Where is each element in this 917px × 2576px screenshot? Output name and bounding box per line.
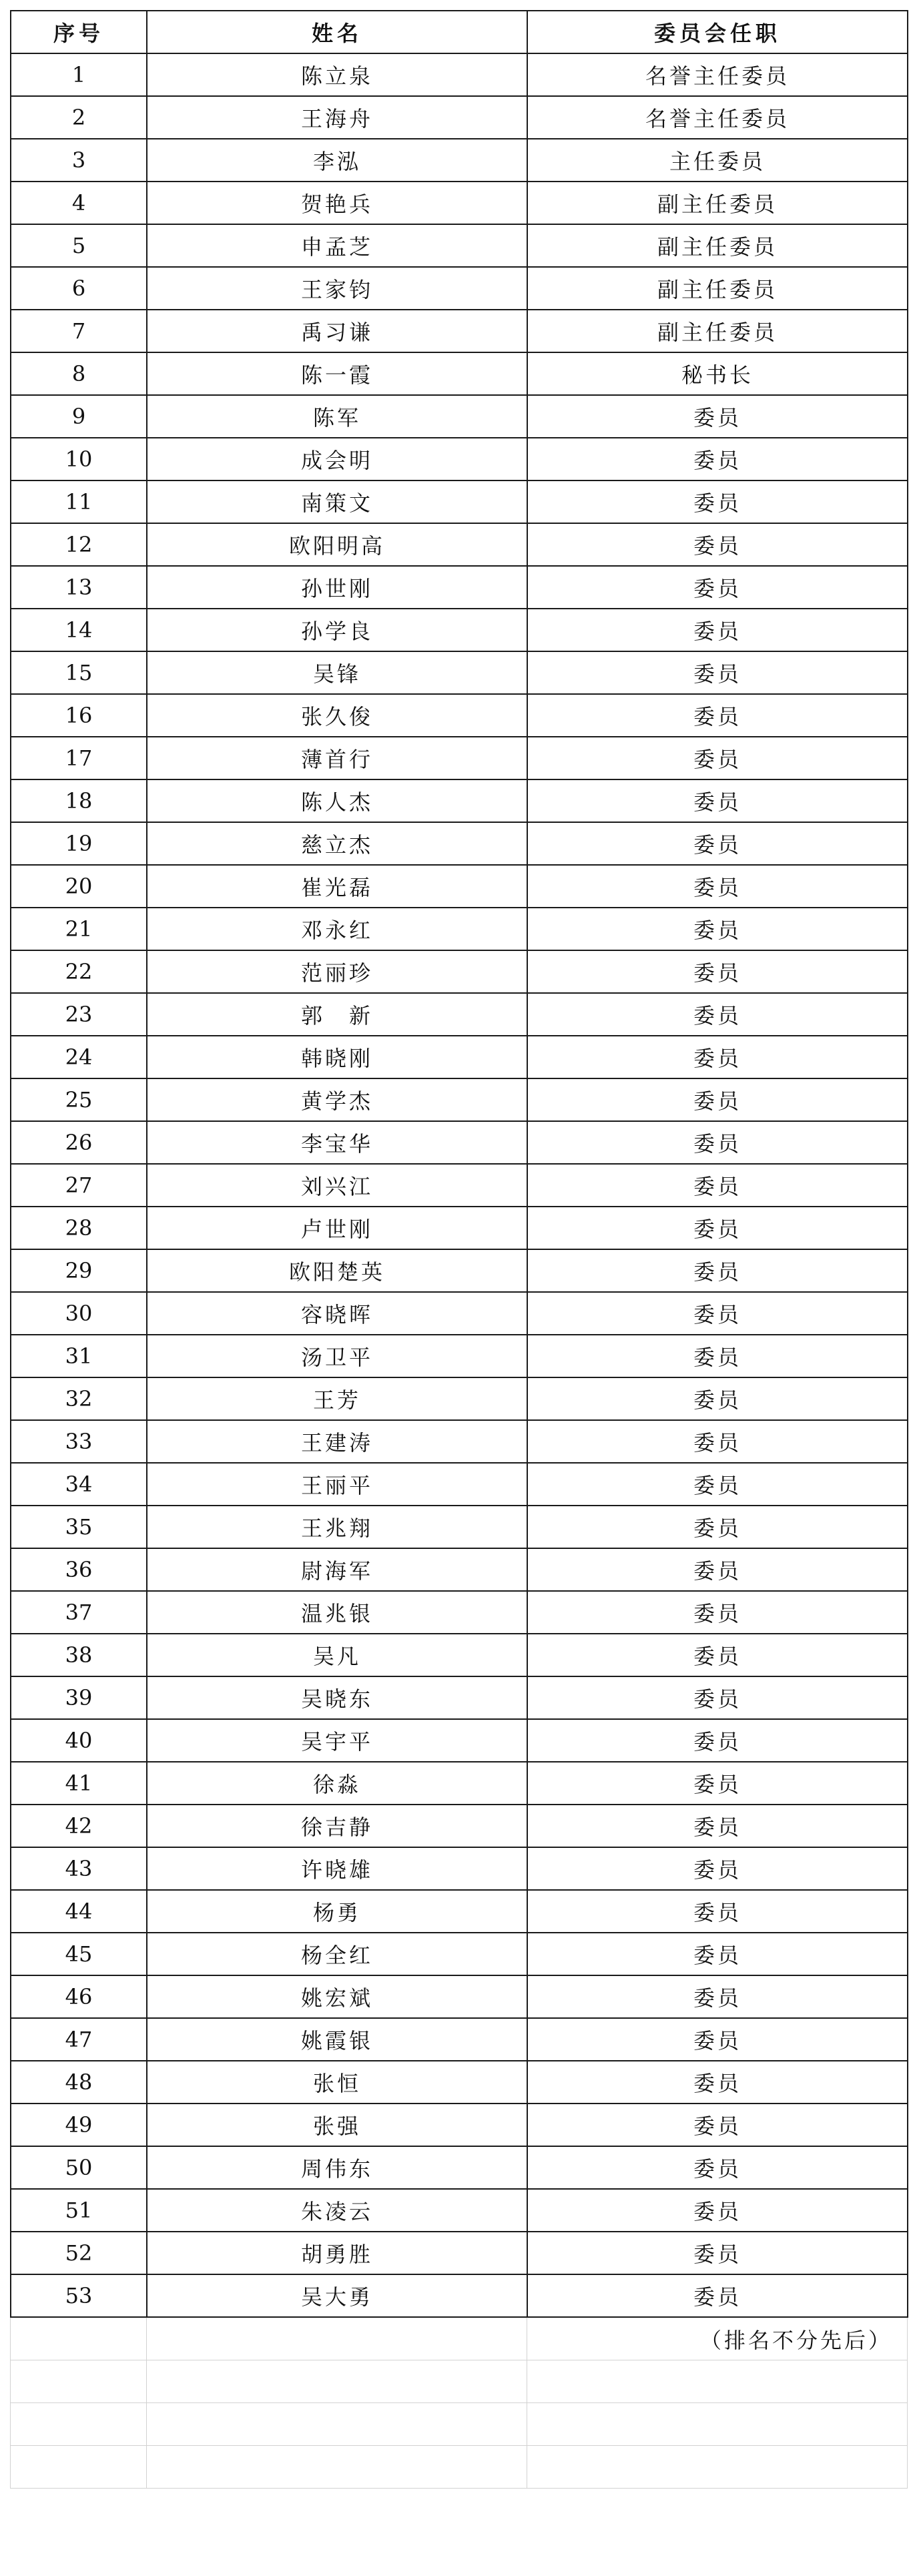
member-position[interactable]: 委员 (527, 1292, 908, 1335)
member-name[interactable]: 王海舟 (147, 96, 527, 139)
member-position[interactable]: 委员 (527, 2146, 908, 2189)
member-position[interactable]: 委员 (527, 1036, 908, 1078)
member-name[interactable]: 南策文 (147, 480, 527, 523)
table-row (11, 1036, 908, 1078)
row-index[interactable]: 20 (11, 865, 147, 908)
row-index[interactable]: 23 (11, 993, 147, 1036)
member-position[interactable]: 委员 (527, 566, 908, 609)
member-position[interactable]: 委员 (527, 1719, 908, 1762)
row-index[interactable]: 6 (11, 267, 147, 310)
table-row (11, 2232, 908, 2274)
member-position[interactable]: 委员 (527, 2274, 908, 2317)
member-name[interactable]: 禹习谦 (147, 310, 527, 352)
row-index[interactable]: 22 (11, 950, 147, 993)
member-name[interactable]: 徐吉静 (147, 1805, 527, 1847)
table-row (11, 1805, 908, 1847)
table-row (11, 1676, 908, 1719)
row-index[interactable]: 18 (11, 779, 147, 822)
table-row (11, 224, 908, 267)
row-index[interactable]: 34 (11, 1463, 147, 1506)
row-index[interactable]: 32 (11, 1377, 147, 1420)
row-index[interactable]: 49 (11, 2104, 147, 2146)
member-position[interactable]: 委员 (527, 1207, 908, 1249)
table-row (11, 737, 908, 779)
table-row (11, 609, 908, 651)
member-name[interactable]: 孙学良 (147, 609, 527, 651)
table-row (11, 1933, 908, 1975)
member-position[interactable]: 委员 (527, 779, 908, 822)
member-position[interactable]: 委员 (527, 1847, 908, 1890)
table-row (11, 2104, 908, 2146)
table-row (11, 139, 908, 182)
table-row (11, 1847, 908, 1890)
empty-cell[interactable] (11, 2360, 147, 2403)
member-position[interactable]: 委员 (527, 395, 908, 438)
row-index[interactable]: 51 (11, 2189, 147, 2232)
member-name[interactable]: 姚霞银 (147, 2018, 527, 2061)
row-index[interactable]: 40 (11, 1719, 147, 1762)
member-name[interactable]: 张恒 (147, 2061, 527, 2104)
header-position[interactable]: 委员会任职 (527, 11, 908, 53)
member-position[interactable]: 委员 (527, 908, 908, 950)
table-row (11, 950, 908, 993)
table-row (11, 694, 908, 737)
member-position[interactable]: 委员 (527, 865, 908, 908)
member-name[interactable]: 成会明 (147, 438, 527, 480)
row-index[interactable]: 35 (11, 1506, 147, 1548)
row-index[interactable]: 37 (11, 1591, 147, 1634)
row-index[interactable]: 8 (11, 352, 147, 395)
empty-cell[interactable] (11, 2403, 147, 2446)
member-position[interactable]: 委员 (527, 1164, 908, 1207)
member-name[interactable]: 卢世刚 (147, 1207, 527, 1249)
member-name[interactable]: 胡勇胜 (147, 2232, 527, 2274)
table-row (11, 523, 908, 566)
row-index[interactable]: 24 (11, 1036, 147, 1078)
row-index[interactable]: 53 (11, 2274, 147, 2317)
member-position[interactable]: 委员 (527, 1762, 908, 1805)
row-index[interactable]: 1 (11, 53, 147, 96)
table-row (11, 1463, 908, 1506)
member-position[interactable]: 委员 (527, 1121, 908, 1164)
member-position[interactable]: 委员 (527, 1420, 908, 1463)
row-index[interactable]: 33 (11, 1420, 147, 1463)
table-row (11, 1506, 908, 1548)
member-position[interactable]: 名誉主任委员 (527, 96, 908, 139)
table-row (11, 1292, 908, 1335)
row-index[interactable]: 39 (11, 1676, 147, 1719)
row-index[interactable]: 5 (11, 224, 147, 267)
header-index[interactable]: 序号 (11, 11, 147, 53)
table-row (11, 352, 908, 395)
row-index[interactable]: 13 (11, 566, 147, 609)
member-position[interactable]: 委员 (527, 1249, 908, 1292)
member-position[interactable]: 委员 (527, 1506, 908, 1548)
member-name[interactable]: 刘兴江 (147, 1164, 527, 1207)
table-row (11, 1548, 908, 1591)
member-position[interactable]: 委员 (527, 523, 908, 566)
row-index[interactable]: 16 (11, 694, 147, 737)
member-name[interactable]: 欧阳明高 (147, 523, 527, 566)
member-name[interactable]: 杨全红 (147, 1933, 527, 1975)
row-index[interactable]: 47 (11, 2018, 147, 2061)
empty-cell[interactable] (147, 2318, 527, 2360)
member-name[interactable]: 温兆银 (147, 1591, 527, 1634)
member-position[interactable]: 委员 (527, 822, 908, 865)
row-index[interactable]: 19 (11, 822, 147, 865)
row-index[interactable]: 52 (11, 2232, 147, 2274)
row-index[interactable]: 43 (11, 1847, 147, 1890)
table-row (11, 1335, 908, 1377)
member-name[interactable]: 王建涛 (147, 1420, 527, 1463)
row-index[interactable]: 26 (11, 1121, 147, 1164)
row-index[interactable]: 28 (11, 1207, 147, 1249)
table-row (11, 480, 908, 523)
row-index[interactable]: 36 (11, 1548, 147, 1591)
member-name[interactable]: 崔光磊 (147, 865, 527, 908)
member-name[interactable]: 容晓晖 (147, 1292, 527, 1335)
member-position[interactable]: 主任委员 (527, 139, 908, 182)
table-row (11, 1121, 908, 1164)
member-name[interactable]: 杨勇 (147, 1890, 527, 1933)
member-name[interactable]: 薄首行 (147, 737, 527, 779)
member-position[interactable]: 委员 (527, 1676, 908, 1719)
member-position[interactable]: 委员 (527, 438, 908, 480)
table-row (11, 1975, 908, 2018)
member-name[interactable]: 徐淼 (147, 1762, 527, 1805)
member-name[interactable]: 申孟芝 (147, 224, 527, 267)
member-name[interactable]: 王家钧 (147, 267, 527, 310)
member-position[interactable]: 名誉主任委员 (527, 53, 908, 96)
row-index[interactable]: 3 (11, 139, 147, 182)
member-position[interactable]: 委员 (527, 1805, 908, 1847)
empty-row (11, 2403, 908, 2446)
member-name[interactable]: 欧阳楚英 (147, 1249, 527, 1292)
member-position[interactable]: 委员 (527, 1591, 908, 1634)
empty-cell[interactable] (527, 2403, 908, 2446)
row-index[interactable]: 10 (11, 438, 147, 480)
table-row (11, 1249, 908, 1292)
trailing-rows (10, 2318, 908, 2489)
table-row (11, 1762, 908, 1805)
row-index[interactable]: 44 (11, 1890, 147, 1933)
row-index[interactable]: 29 (11, 1249, 147, 1292)
table-row (11, 310, 908, 352)
empty-row (11, 2360, 908, 2403)
member-name[interactable]: 陈人杰 (147, 779, 527, 822)
member-position[interactable]: 委员 (527, 737, 908, 779)
table-row (11, 1420, 908, 1463)
committee-table (10, 10, 908, 2318)
member-position[interactable]: 委员 (527, 2061, 908, 2104)
row-index[interactable]: 45 (11, 1933, 147, 1975)
member-position[interactable]: 委员 (527, 950, 908, 993)
table-row (11, 908, 908, 950)
table-row (11, 2146, 908, 2189)
member-position[interactable]: 副主任委员 (527, 224, 908, 267)
member-name[interactable]: 吴宇平 (147, 1719, 527, 1762)
table-row (11, 1377, 908, 1420)
member-name[interactable]: 王丽平 (147, 1463, 527, 1506)
member-name[interactable]: 慈立杰 (147, 822, 527, 865)
row-index[interactable]: 31 (11, 1335, 147, 1377)
table-row (11, 96, 908, 139)
row-index[interactable]: 41 (11, 1762, 147, 1805)
row-index[interactable]: 9 (11, 395, 147, 438)
member-name[interactable]: 李宝华 (147, 1121, 527, 1164)
table-row (11, 1207, 908, 1249)
member-name[interactable]: 朱凌云 (147, 2189, 527, 2232)
table-row (11, 1890, 908, 1933)
table-row (11, 438, 908, 480)
member-name[interactable]: 许晓雄 (147, 1847, 527, 1890)
member-position[interactable]: 秘书长 (527, 352, 908, 395)
table-row (11, 53, 908, 96)
member-position[interactable]: 委员 (527, 2104, 908, 2146)
table-row (11, 1164, 908, 1207)
member-position[interactable]: 委员 (527, 1890, 908, 1933)
empty-cell[interactable] (527, 2360, 908, 2403)
member-name[interactable]: 范丽珍 (147, 950, 527, 993)
table-row (11, 865, 908, 908)
row-index[interactable]: 50 (11, 2146, 147, 2189)
member-position[interactable]: 委员 (527, 694, 908, 737)
member-position[interactable]: 委员 (527, 1548, 908, 1591)
order-note[interactable]: （排名不分先后） (527, 2318, 908, 2360)
empty-cell[interactable] (147, 2403, 527, 2446)
member-name[interactable]: 陈一霞 (147, 352, 527, 395)
row-index[interactable]: 15 (11, 651, 147, 694)
row-index[interactable]: 11 (11, 480, 147, 523)
member-position[interactable]: 委员 (527, 480, 908, 523)
spreadsheet (10, 10, 907, 2489)
member-name[interactable]: 韩晓刚 (147, 1036, 527, 1078)
member-name[interactable]: 张久俊 (147, 694, 527, 737)
member-name[interactable]: 吴凡 (147, 1634, 527, 1676)
member-name[interactable]: 李泓 (147, 139, 527, 182)
row-index[interactable]: 21 (11, 908, 147, 950)
member-position[interactable]: 委员 (527, 2018, 908, 2061)
empty-cell[interactable] (147, 2360, 527, 2403)
row-index[interactable]: 17 (11, 737, 147, 779)
member-name[interactable]: 周伟东 (147, 2146, 527, 2189)
member-position[interactable]: 委员 (527, 1377, 908, 1420)
row-index[interactable]: 12 (11, 523, 147, 566)
member-name[interactable]: 张强 (147, 2104, 527, 2146)
member-name[interactable]: 郭 新 (147, 993, 527, 1036)
row-index[interactable]: 42 (11, 1805, 147, 1847)
row-index[interactable]: 25 (11, 1078, 147, 1121)
member-position[interactable]: 委员 (527, 993, 908, 1036)
member-name[interactable]: 姚宏斌 (147, 1975, 527, 2018)
table-row (11, 1719, 908, 1762)
header-name[interactable]: 姓名 (147, 11, 527, 53)
note-row (11, 2318, 908, 2360)
table-row (11, 2018, 908, 2061)
member-name[interactable]: 陈军 (147, 395, 527, 438)
member-name[interactable]: 尉海军 (147, 1548, 527, 1591)
header-row (11, 11, 908, 53)
table-row (11, 651, 908, 694)
table-row (11, 2274, 908, 2317)
table-row (11, 1078, 908, 1121)
member-position[interactable]: 委员 (527, 2232, 908, 2274)
member-name[interactable]: 贺艳兵 (147, 182, 527, 224)
member-name[interactable]: 吴大勇 (147, 2274, 527, 2317)
member-name[interactable]: 王芳 (147, 1377, 527, 1420)
member-position[interactable]: 副主任委员 (527, 182, 908, 224)
table-row (11, 2061, 908, 2104)
member-position[interactable]: 委员 (527, 1463, 908, 1506)
empty-cell[interactable] (147, 2446, 527, 2489)
table-row (11, 1634, 908, 1676)
row-index[interactable]: 2 (11, 96, 147, 139)
member-position[interactable]: 委员 (527, 651, 908, 694)
table-body (11, 53, 908, 2317)
row-index[interactable]: 30 (11, 1292, 147, 1335)
row-index[interactable]: 38 (11, 1634, 147, 1676)
table-row (11, 1591, 908, 1634)
member-position[interactable]: 委员 (527, 2189, 908, 2232)
row-index[interactable]: 48 (11, 2061, 147, 2104)
table-row (11, 822, 908, 865)
member-position[interactable]: 副主任委员 (527, 267, 908, 310)
member-position[interactable]: 委员 (527, 1975, 908, 2018)
empty-cell[interactable] (527, 2446, 908, 2489)
row-index[interactable]: 4 (11, 182, 147, 224)
table-row (11, 267, 908, 310)
member-position[interactable]: 委员 (527, 1933, 908, 1975)
member-name[interactable]: 邓永红 (147, 908, 527, 950)
member-name[interactable]: 吴锋 (147, 651, 527, 694)
member-name[interactable]: 王兆翔 (147, 1506, 527, 1548)
member-name[interactable]: 孙世刚 (147, 566, 527, 609)
empty-cell[interactable] (11, 2446, 147, 2489)
member-position[interactable]: 委员 (527, 1078, 908, 1121)
empty-cell[interactable] (11, 2318, 147, 2360)
row-index[interactable]: 27 (11, 1164, 147, 1207)
row-index[interactable]: 7 (11, 310, 147, 352)
member-name[interactable]: 汤卫平 (147, 1335, 527, 1377)
table-row (11, 182, 908, 224)
table-row (11, 395, 908, 438)
row-index[interactable]: 14 (11, 609, 147, 651)
member-name[interactable]: 黄学杰 (147, 1078, 527, 1121)
member-name[interactable]: 陈立泉 (147, 53, 527, 96)
table-row (11, 2189, 908, 2232)
member-position[interactable]: 委员 (527, 609, 908, 651)
member-position[interactable]: 委员 (527, 1335, 908, 1377)
member-name[interactable]: 吴晓东 (147, 1676, 527, 1719)
row-index[interactable]: 46 (11, 1975, 147, 2018)
table-row (11, 779, 908, 822)
table-row (11, 566, 908, 609)
empty-row (11, 2446, 908, 2489)
member-position[interactable]: 委员 (527, 1634, 908, 1676)
member-position[interactable]: 副主任委员 (527, 310, 908, 352)
table-row (11, 993, 908, 1036)
